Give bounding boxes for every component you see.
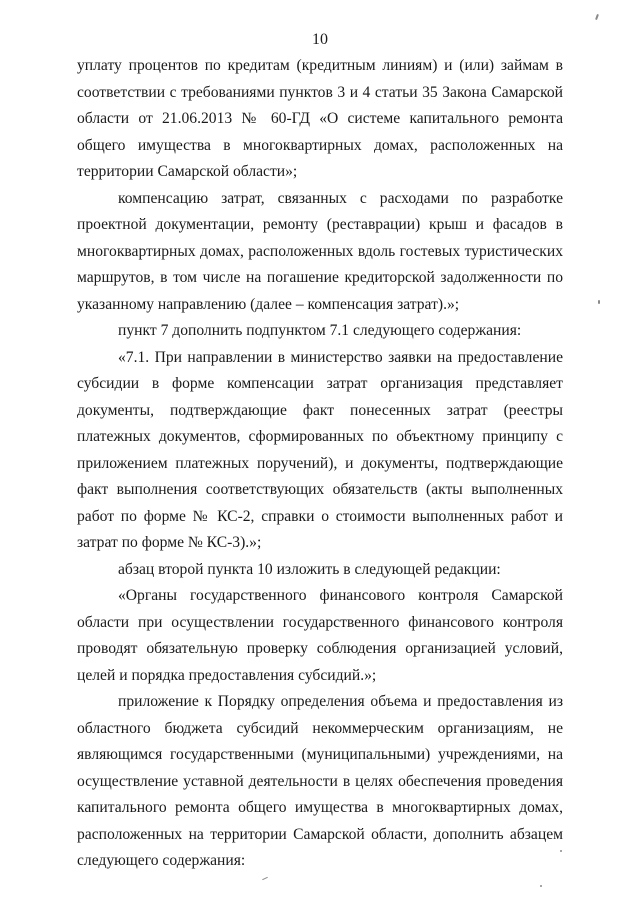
page-number: 10 (312, 31, 328, 48)
paragraph-cost-compensation: компенсацию затрат, связанных с расходами по разработке проектной документации, ремонту (реставрации) крыш и фасадов в многоквартирных домах, расположенных вдоль гостевых туристических маршрутов, в том числе на погашение кредиторской задолженности по указанному направлению (далее – компенсация затрат).»; (77, 189, 563, 313)
scan-speck (262, 877, 268, 880)
paragraph-financial-control: «Органы государственного финансового контроля Самарской области при осуществлении государственного финансового контроля проводят обязательную проверку соблюдения организацией условий, целей и порядка предоставления субсидий.»; (77, 587, 563, 684)
paragraph-item-7-amendment: пункт 7 дополнить подпунктом 7.1 следующего содержания: (118, 322, 522, 339)
paragraph-interest-payment: уплату процентов по кредитам (кредитным линиям) и (или) займам в соответствии с требованиями пунктов 3 и 4 статьи 35 Закона Самарской области от 21.06.2013 № 60-ГД «О системе капитального ремонта общего имущества в многоквартирных домах, расположенных на территории Самарской области»; (77, 57, 563, 180)
paragraph-item-7-1: «7.1. При направлении в министерство заявки на предоставление субсидии в форме компенсации затрат организация представляет документы, подтверждающие факт понесенных затрат (реестры платежных документов, сформированных по объектному принципу с приложением платежных поручений), и документы, подтверждающие факт выполнения соответствующих обязательств (акты выполненных работ по форме № КС-2, справки о стоимости выполненных работ и затрат по форме № КС-3).»; (77, 348, 563, 551)
scan-speck (595, 14, 599, 20)
scan-speck (560, 850, 562, 852)
scan-speck (598, 300, 600, 304)
document-body (77, 53, 563, 875)
scan-speck (540, 885, 542, 887)
paragraph-appendix-amendment: приложение к Порядку определения объема и предоставления из областного бюджета субсидий некоммерческим организациям, не являющимся государственными (муниципальными) учреждениями, на осуществление уставной деятельности в целях обеспечения проведения капитального ремонта общего имущества в многоквартирных домах, расположенных на территории Самарской области, дополнить абзацем следующего содержания: (77, 693, 563, 869)
paragraph-item-10-amendment: абзац второй пункта 10 изложить в следующей редакции: (118, 560, 501, 578)
